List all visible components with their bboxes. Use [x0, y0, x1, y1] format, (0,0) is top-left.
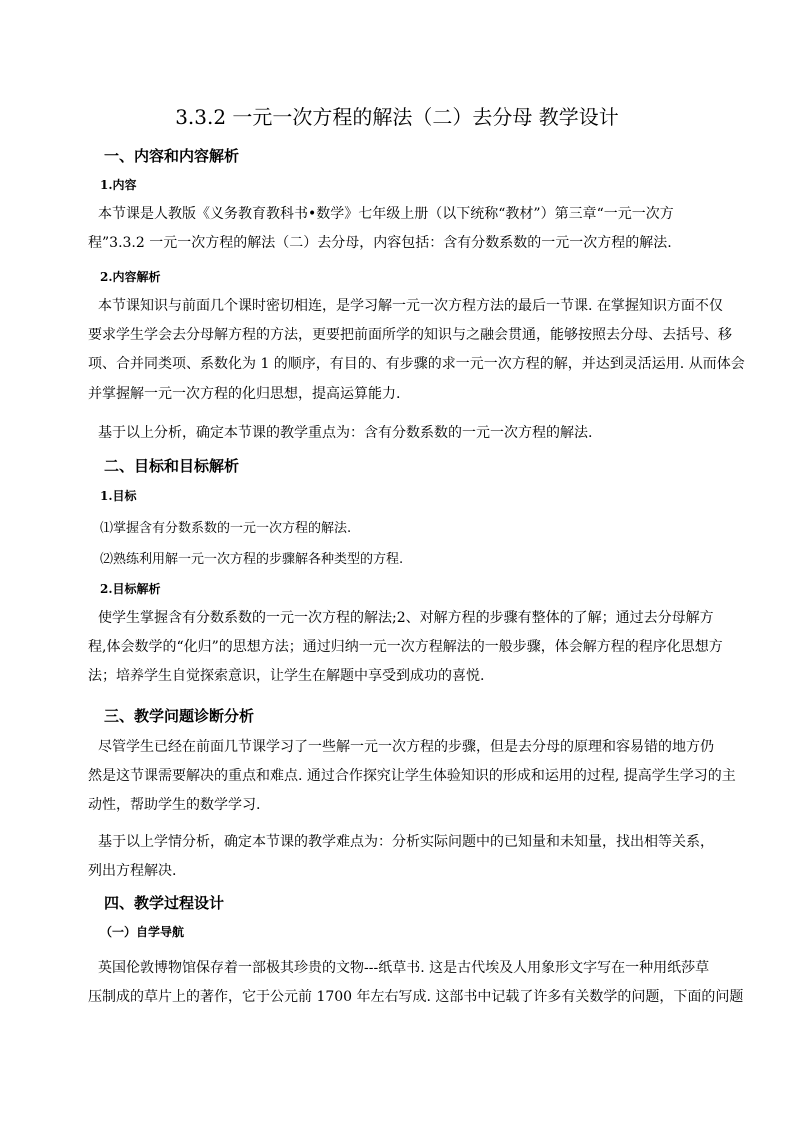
subheading-self-study: （一）自学导航 [100, 925, 185, 939]
paragraph-line: 动性，帮助学生的数学学习. [88, 797, 261, 814]
goal-item-2: ⑵熟练利用解一元一次方程的步骤解各种类型的方程. [100, 552, 404, 567]
paragraph-line: 并掌握解一元一次方程的化归思想，提高运算能力. [88, 385, 401, 402]
section-heading-4: 四、教学过程设计 [104, 894, 225, 912]
section-heading-2: 二、目标和目标解析 [104, 457, 240, 475]
paragraph-diagnosis [88, 733, 736, 821]
paragraph-line: 英国伦敦博物馆保存着一部极其珍贵的文物---纸草书. 这是古代埃及人用象形文字写在一种用纸莎草 [98, 960, 710, 976]
paragraph-goal-analysis [88, 604, 723, 692]
paragraph-line: 尽管学生已经在前面几节课学习了一些解一元一次方程的步骤，但是去分母的原理和容易错的地方仍 [98, 739, 714, 755]
subheading-goals: 1.目标 [100, 489, 137, 503]
paragraph-self-study [88, 954, 744, 1012]
subheading-content-analysis: 2.内容解析 [100, 270, 161, 284]
paragraph-content-analysis [88, 292, 745, 409]
paragraph-line: 法；培养学生自觉探索意识，让学生在解题中享受到成功的喜悦. [88, 668, 485, 685]
goal-item-1: ⑴掌握含有分数系数的一元一次方程的解法. [100, 521, 352, 536]
paragraph-line: 本节课知识与前面几个课时密切相连，是学习解一元一次方程方法的最后一节课. 在掌握知识方面不仅 [98, 298, 723, 314]
paragraph-line: 项、合并同类项、系数化为 1 的顺序，有目的、有步骤的求一元一次方程的解，并达到灵活运用. 从而体会 [88, 356, 745, 373]
paragraph-key-point [88, 419, 708, 448]
paragraph-line: 要求学生学会去分母解方程的方法，更要把前面所学的知识与之融会贯通，能够按照去分母、去括号、移 [88, 327, 732, 344]
paragraph-line: 列出方程解决. [88, 863, 177, 880]
subheading-content: 1.内容 [100, 178, 137, 192]
paragraph-line: 使学生掌握含有分数系数的一元一次方程的解法;2、对解方程的步骤有整体的了解；通过去分母解方 [98, 610, 714, 626]
subheading-goal-analysis: 2.目标解析 [100, 582, 161, 596]
paragraph-line: 本节课是人教版《义务教育教科书•数学》七年级上册（以下统称“教材”）第三章“一元一次方 [98, 206, 674, 222]
paragraph-line: 基于以上学情分析，确定本节课的教学难点为：分析实际问题中的已知量和未知量，找出相等关系， [98, 834, 714, 850]
section-heading-1: 一、内容和内容解析 [104, 147, 240, 165]
paragraph-content [88, 200, 708, 258]
paragraph-line: 程,体会数学的“化归”的思想方法；通过归纳一元一次方程解法的一般步骤，体会解方程的程序化思想方 [88, 639, 723, 656]
paragraph-difficulty [88, 828, 714, 886]
document-title: 3.3.2 一元一次方程的解法（二）去分母 教学设计 [175, 105, 619, 129]
paragraph-line: 基于以上分析，确定本节课的教学重点为：含有分数系数的一元一次方程的解法. [98, 425, 593, 441]
paragraph-line: 然是这节课需要解决的重点和难点. 通过合作探究让学生体验知识的形成和运用的过程, 提高学生学习的主 [88, 768, 736, 785]
paragraph-line: 压制成的草片上的著作，它于公元前 1700 年左右写成. 这部书中记载了许多有关数学的问题，下面的问题 [88, 989, 744, 1006]
paragraph-line: 程”3.3.2 一元一次方程的解法（二）去分母，内容包括：含有分数系数的一元一次方程的解法. [88, 235, 672, 252]
section-heading-3: 三、教学问题诊断分析 [104, 707, 255, 725]
